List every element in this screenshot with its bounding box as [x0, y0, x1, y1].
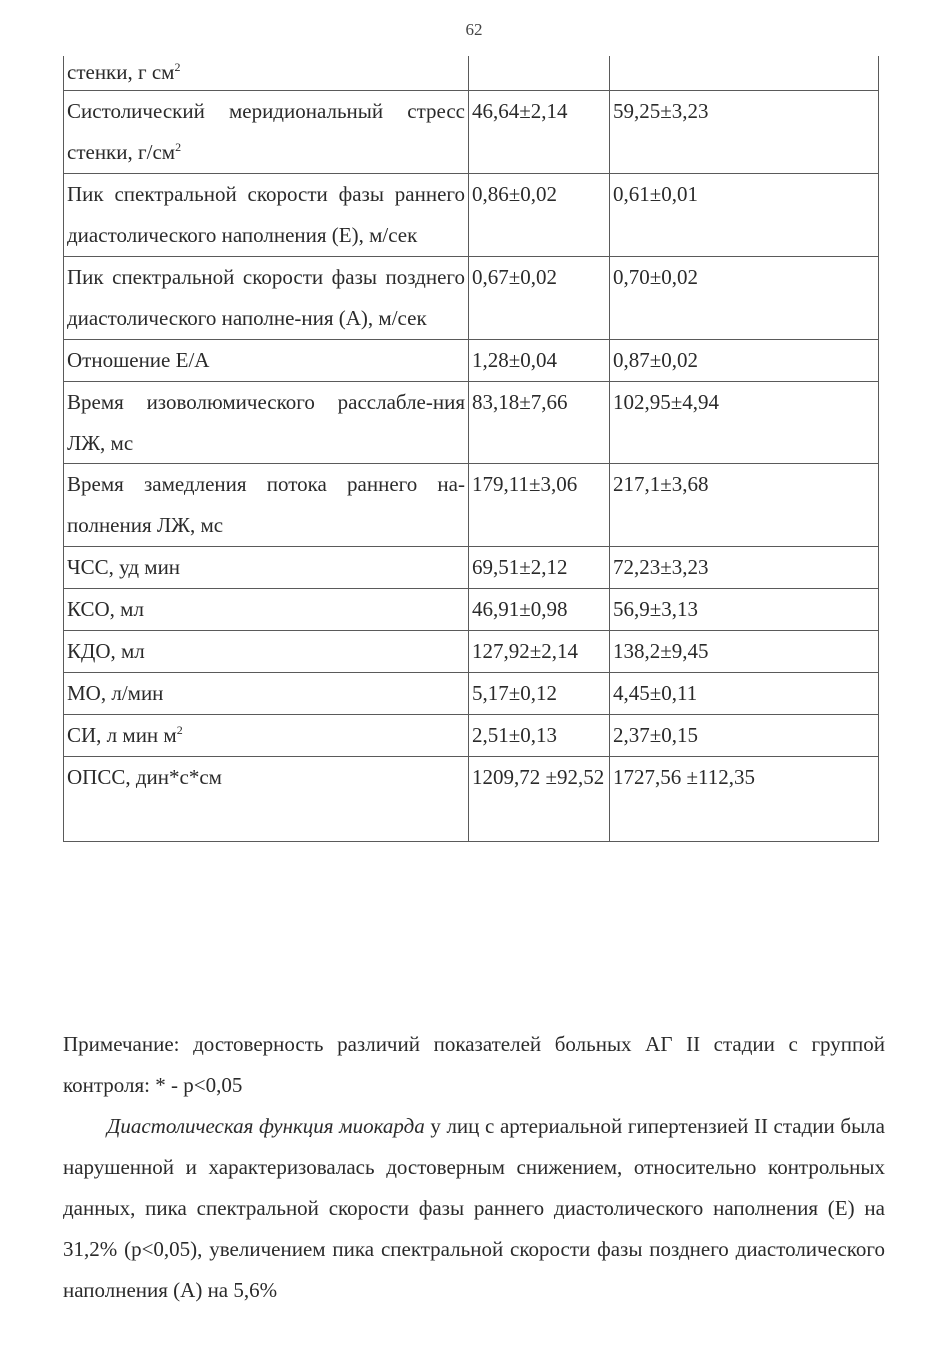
- table-row: [64, 673, 879, 715]
- value-cell-col2: 69,51±2,12: [469, 547, 610, 589]
- table-row: [64, 631, 879, 673]
- parameter-label: ОПСС, дин*с*см: [67, 765, 222, 789]
- value-cell-col2: 5,17±0,12: [469, 673, 610, 715]
- value-cell-col3: 4,45±0,11: [610, 673, 879, 715]
- parameter-label-superscript: 2: [176, 723, 183, 738]
- table-row: [64, 173, 879, 256]
- value-cell-col2: 1209,72 ±92,52: [469, 757, 610, 842]
- parameter-cell: [64, 256, 469, 339]
- results-table: [63, 56, 879, 842]
- value-cell-col3: 72,23±3,23: [610, 547, 879, 589]
- parameter-label: Пик спектральной скорости фазы позднего диастолического наполне-ния (А), м/сек: [67, 264, 465, 330]
- value-cell-col3: 56,9±3,13: [610, 589, 879, 631]
- parameter-label: Время замедления потока раннего на-полнения ЛЖ, мс: [67, 472, 465, 538]
- parameter-cell: [64, 381, 469, 464]
- parameter-cell: [64, 757, 469, 842]
- value-cell-col2: 0,67±0,02: [469, 256, 610, 339]
- table-row: [64, 339, 879, 381]
- table-row: [64, 56, 879, 91]
- table-row: [64, 91, 879, 174]
- parameter-label: Пик спектральной скорости фазы раннего диастолического наполнения (Е), м/сек: [67, 181, 465, 247]
- parameter-cell: [64, 464, 469, 547]
- value-cell-col2: 0,86±0,02: [469, 173, 610, 256]
- parameter-label: СИ, л мин м: [67, 723, 177, 748]
- table-row: [64, 715, 879, 757]
- value-cell-col3: 138,2±9,45: [610, 631, 879, 673]
- value-cell-col3: 217,1±3,68: [610, 464, 879, 547]
- parameter-label-superscript: 2: [174, 60, 181, 74]
- paragraph-italic-lead: Диастолическая функция миокарда: [107, 1114, 425, 1138]
- parameter-cell: [64, 173, 469, 256]
- value-cell-col2: 127,92±2,14: [469, 631, 610, 673]
- table-row: [64, 464, 879, 547]
- value-cell-col3: 59,25±3,23: [610, 91, 879, 174]
- parameter-label: КДО, мл: [67, 639, 145, 664]
- parameter-cell: [64, 673, 469, 715]
- parameter-cell: [64, 339, 469, 381]
- value-cell-col3: 0,87±0,02: [610, 339, 879, 381]
- value-cell-col2: 2,51±0,13: [469, 715, 610, 757]
- parameter-cell: [64, 547, 469, 589]
- table-row: [64, 381, 879, 464]
- parameter-label: КСО, мл: [67, 597, 144, 622]
- value-cell-col3: 1727,56 ±112,35: [610, 757, 879, 842]
- value-cell-col2: 46,91±0,98: [469, 589, 610, 631]
- body-paragraph: [63, 1106, 885, 1311]
- page-number: 62: [465, 20, 483, 39]
- parameter-label: ЧСС, уд мин: [67, 555, 181, 580]
- value-cell-col2: 46,64±2,14: [469, 91, 610, 174]
- table-row: [64, 589, 879, 631]
- value-cell-col3: [610, 56, 879, 91]
- table-body: [64, 56, 879, 842]
- value-cell-col2: 1,28±0,04: [469, 339, 610, 381]
- parameter-label-superscript: 2: [175, 139, 182, 154]
- value-cell-col3: 0,70±0,02: [610, 256, 879, 339]
- table-row: [64, 256, 879, 339]
- parameter-cell: [64, 589, 469, 631]
- value-cell-col2: 179,11±3,06: [469, 464, 610, 547]
- paragraph-text: у лиц с артериальной гипертензией II стадии была нарушенной и характеризовалась достоверным снижением, относительно контрольных данных, пика спектральной скорости фазы раннего диастолического наполнения (Е) на 31,2% (р<0,05), увеличением пика спектральной скорости фазы позднего диастолического наполнения (А) на 5,6%: [63, 1114, 885, 1302]
- value-cell-col2: [469, 56, 610, 91]
- table-row: [64, 757, 879, 842]
- table-row: [64, 547, 879, 589]
- parameter-cell: [64, 631, 469, 673]
- parameter-label: Систолический меридиональный стресс стенки, г/см: [67, 99, 465, 164]
- parameter-label: стенки, г см: [67, 60, 175, 84]
- parameter-label: Время изоволюмического расслабле-ния ЛЖ, мс: [67, 389, 465, 455]
- value-cell-col2: 83,18±7,66: [469, 381, 610, 464]
- parameter-cell: [64, 91, 469, 174]
- value-cell-col3: 0,61±0,01: [610, 173, 879, 256]
- value-cell-col3: 2,37±0,15: [610, 715, 879, 757]
- parameter-cell: [64, 56, 469, 91]
- parameter-label: МО, л/мин: [67, 681, 164, 706]
- parameter-cell: [64, 715, 469, 757]
- parameter-label: Отношение Е/А: [67, 347, 210, 372]
- value-cell-col3: 102,95±4,94: [610, 381, 879, 464]
- table-note: Примечание: достоверность различий показателей больных АГ II стадии с группой контроля: * - р<0,05: [63, 1032, 885, 1097]
